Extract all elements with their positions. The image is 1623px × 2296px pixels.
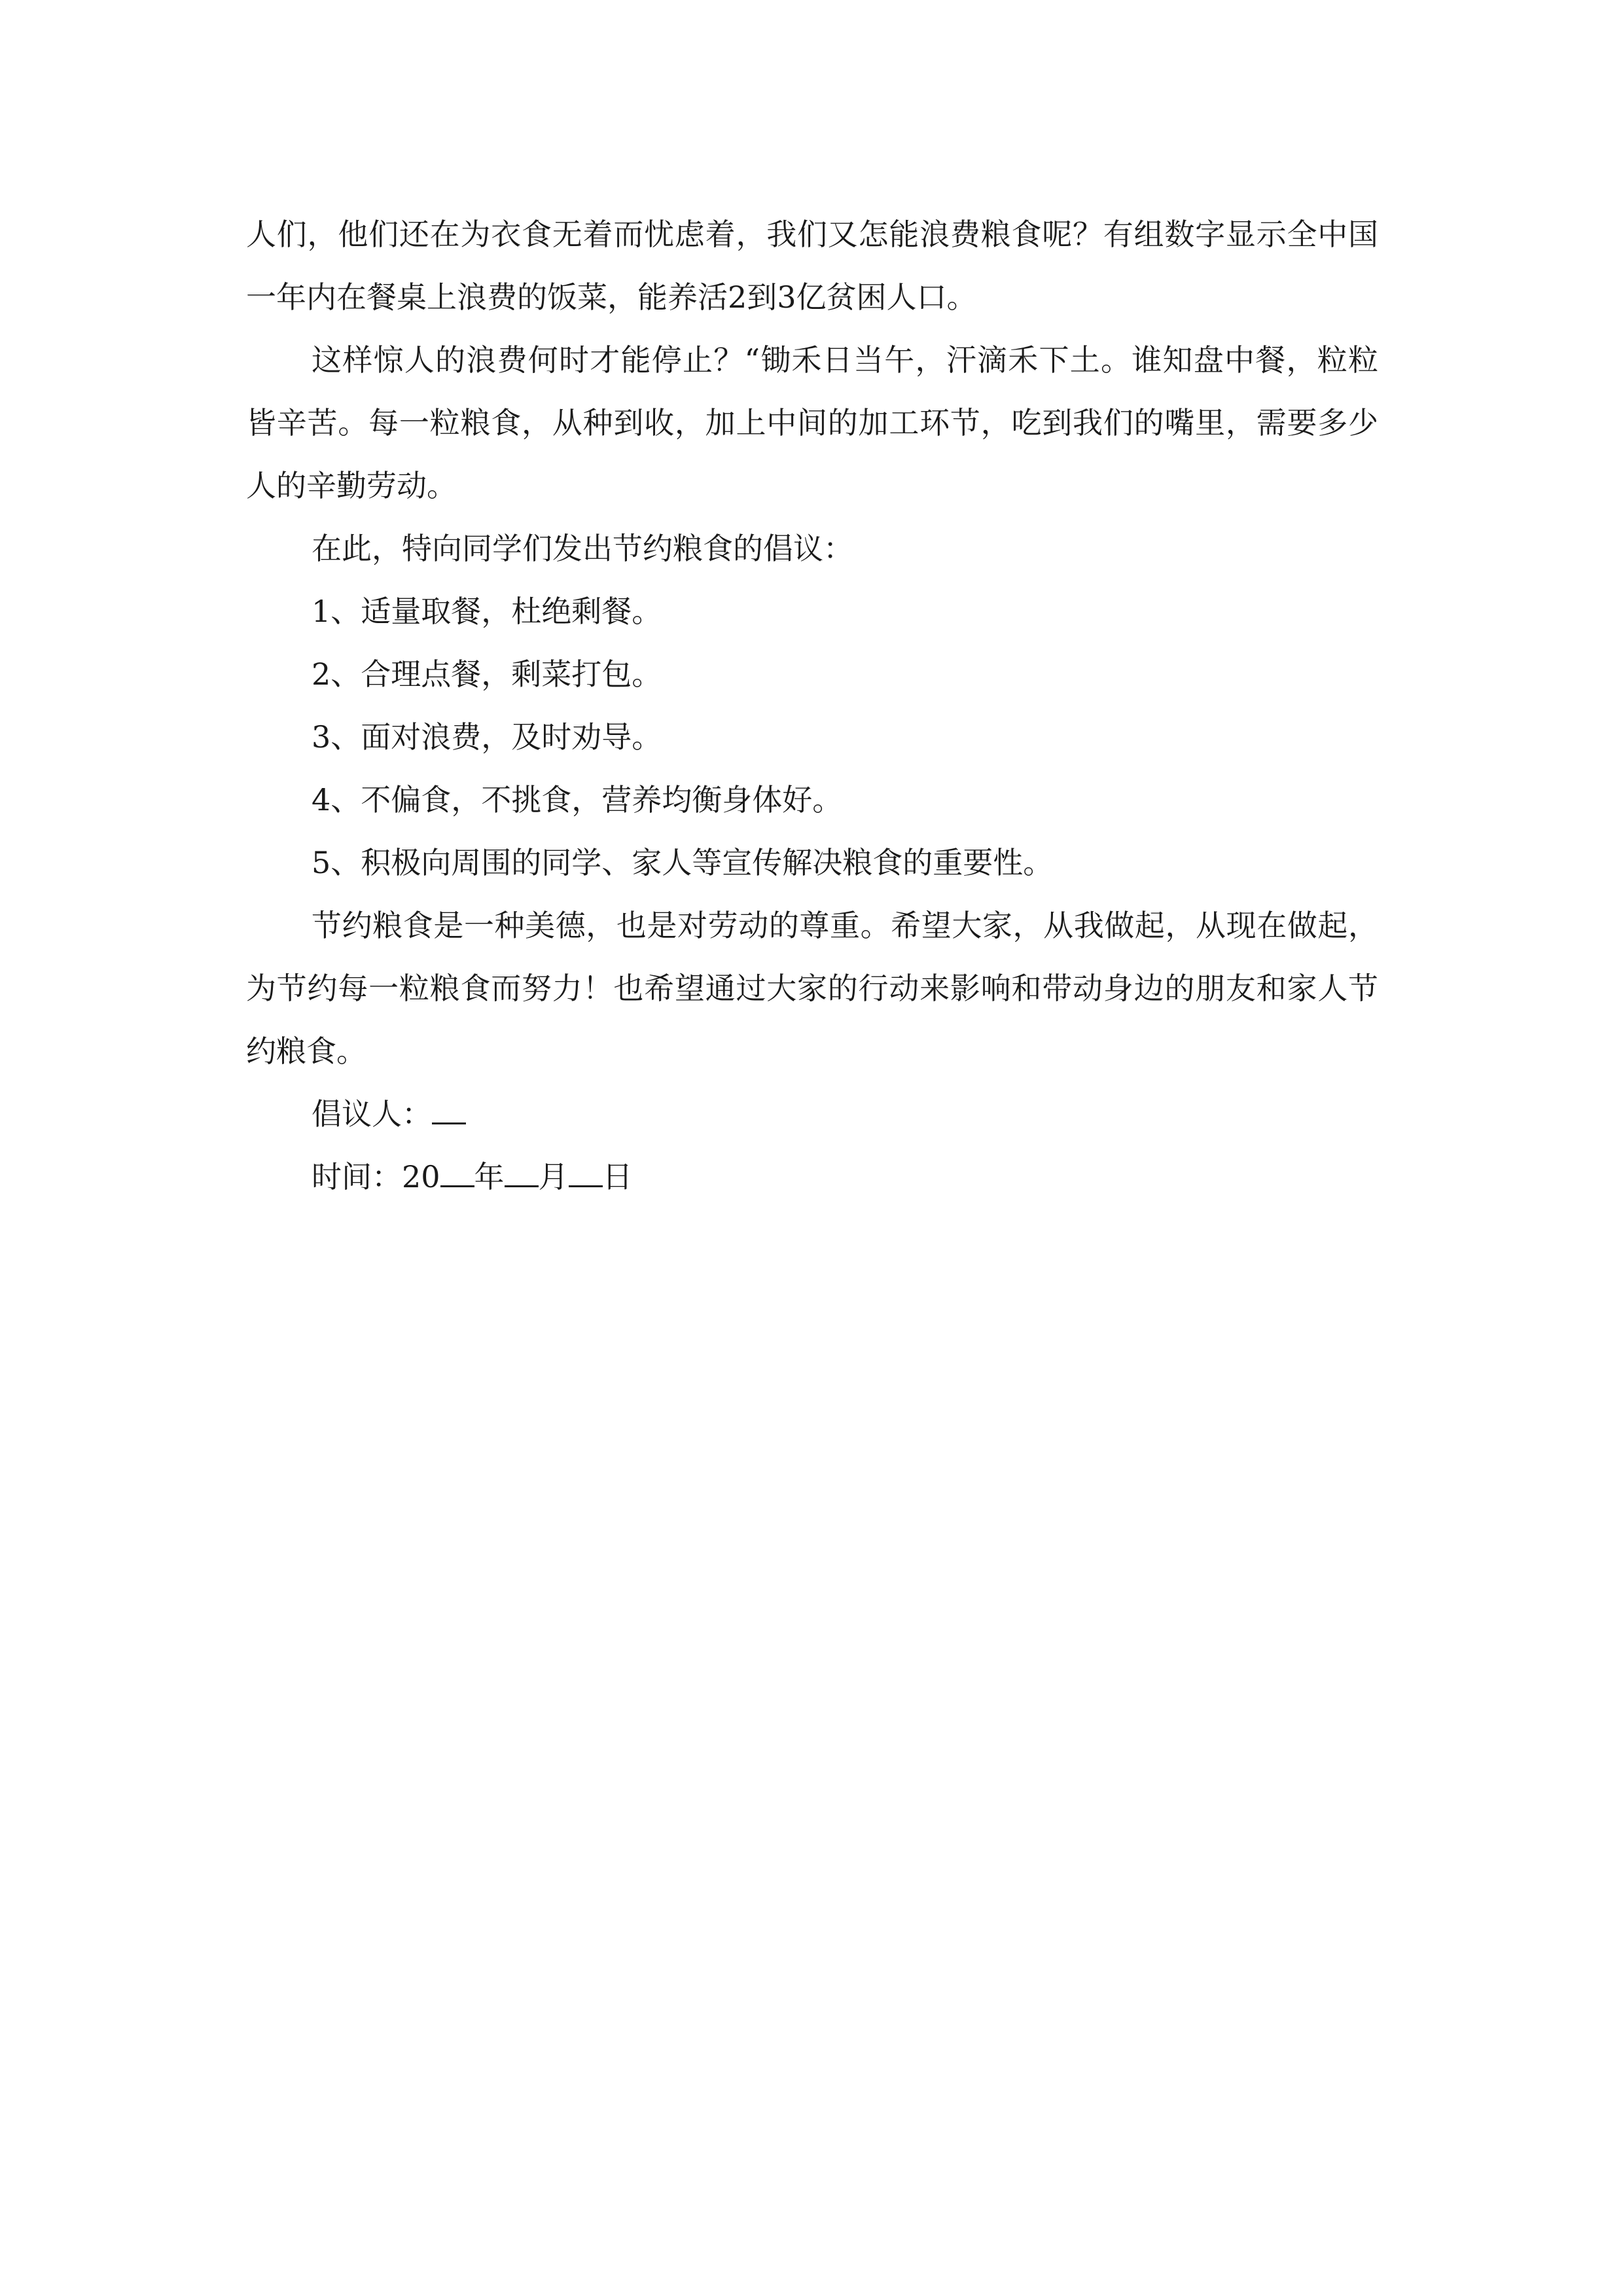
proposal-item-5: 5、积极向周围的同学、家人等宣传解决粮食的重要性。 bbox=[312, 845, 1054, 880]
paragraph-intro-continued: 人们，他们还在为衣食无着而忧虑着，我们又怎能浪费粮食呢？有组数字显示全中国一年内在餐桌上浪费的饭菜，能养活2到3亿贫困人口。 bbox=[246, 217, 1378, 315]
date-month-unit: 月 bbox=[538, 1159, 569, 1194]
signature-label: 倡议人： bbox=[312, 1096, 432, 1132]
date-label: 时间： bbox=[312, 1159, 402, 1194]
paragraph-waste-question: 这样惊人的浪费何时才能停止？“锄禾日当午，汗滴禾下土。谁知盘中餐，粒粒皆辛苦。每一粒粮食，从种到收，加上中间的加工环节，吃到我们的嘴里，需要多少人的辛勤劳动。 bbox=[246, 342, 1378, 503]
proposal-item-1: 1、适量取餐，杜绝剩餐。 bbox=[312, 594, 662, 629]
document-body bbox=[246, 203, 1378, 1208]
proposal-item-4: 4、不偏食，不挑食，营养均衡身体好。 bbox=[312, 782, 843, 817]
proposal-item-2: 2、合理点餐，剩菜打包。 bbox=[312, 656, 662, 692]
date-day-blank bbox=[569, 1159, 603, 1187]
date-year-unit: 年 bbox=[474, 1159, 505, 1194]
signature-blank bbox=[432, 1096, 466, 1124]
date-year-prefix: 20 bbox=[402, 1159, 440, 1194]
date-line bbox=[246, 1145, 1378, 1208]
signature-line bbox=[246, 1083, 1378, 1145]
paragraph-conclusion: 节约粮食是一种美德，也是对劳动的尊重。希望大家，从我做起，从现在做起，为节约每一粒粮食而努力！也希望通过大家的行动来影响和带动身边的朋友和家人节约粮食。 bbox=[246, 908, 1378, 1069]
proposal-item-3: 3、面对浪费，及时劝导。 bbox=[312, 719, 662, 755]
date-month-blank bbox=[505, 1159, 539, 1187]
paragraph-proposal-intro: 在此，特向同学们发出节约粮食的倡议： bbox=[312, 531, 853, 566]
date-year-blank bbox=[440, 1159, 474, 1187]
date-day-unit: 日 bbox=[602, 1159, 633, 1194]
